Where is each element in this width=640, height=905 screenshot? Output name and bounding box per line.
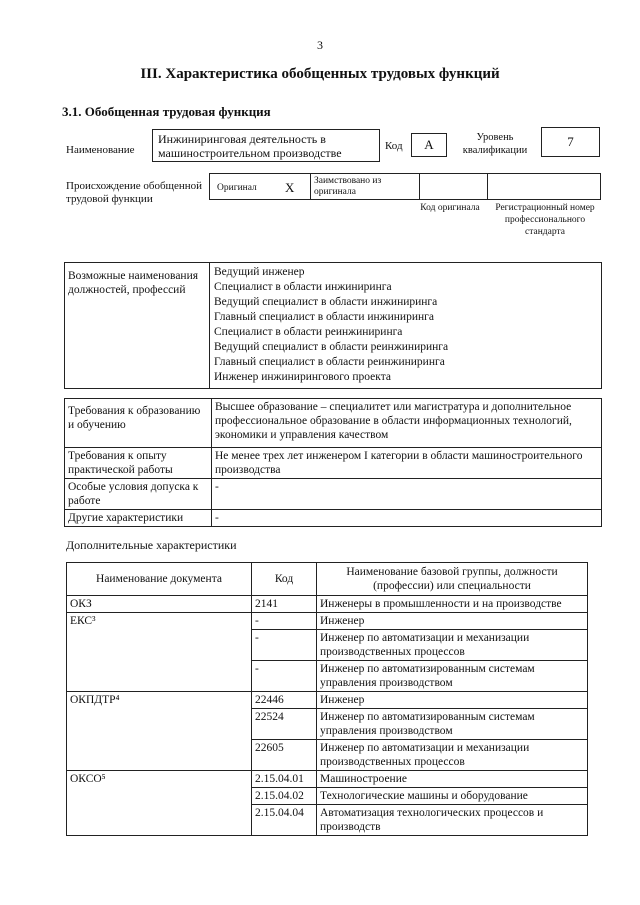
doc-position: Машиностроение	[317, 771, 588, 788]
position-item: Ведущий специалист в области реинжиниринга	[214, 341, 449, 353]
borrowed-label: Заимствовано из оригинала	[314, 176, 382, 197]
doc-name: ЕКС³	[67, 613, 252, 692]
additional-table	[66, 562, 588, 836]
position-item: Специалист в области реинжиниринга	[214, 326, 403, 338]
req-value: Высшее образование – специалитет или магистратура и дополнительное профессиональное образование в области информационных технологий, экономики и управления качеством	[212, 399, 602, 448]
name-label: Наименование	[66, 144, 135, 156]
doc-code: 2.15.04.04	[252, 805, 317, 836]
doc-name: ОКПДТР⁴	[67, 692, 252, 771]
position-item: Инженер инжинирингового проекта	[214, 371, 391, 383]
req-value: -	[212, 510, 602, 527]
doc-position: Инженеры в промышленности и на производстве	[317, 596, 588, 613]
header-name: Наименование базовой группы, должности (профессии) или специальности	[317, 563, 588, 596]
req-label: Требования к опыту практической работы	[65, 448, 212, 479]
positions-table	[64, 262, 602, 389]
doc-code: -	[252, 613, 317, 630]
req-label: Другие характеристики	[65, 510, 212, 527]
doc-code: 2.15.04.01	[252, 771, 317, 788]
level-value-box: 7	[541, 127, 600, 157]
subsection-title: 3.1. Обобщенная трудовая функция	[62, 104, 271, 119]
origin-label: Происхождение обобщенной трудовой функции	[66, 180, 203, 205]
function-name-box: Инжиниринговая деятельность в машиностроительном производстве	[152, 129, 380, 162]
doc-position: Автоматизация технологических процессов и производств	[317, 805, 588, 836]
level-label: Уровень квалификации	[462, 132, 528, 156]
doc-position: Инженер	[317, 692, 588, 709]
additional-title: Дополнительные характеристики	[66, 538, 237, 552]
original-mark: Х	[285, 180, 295, 195]
doc-position: Инженер по автоматизированным системам управления производством	[317, 709, 588, 740]
code-label: Код	[385, 140, 403, 152]
doc-code: -	[252, 630, 317, 661]
origin-original-cell	[210, 174, 311, 199]
position-item: Ведущий специалист в области инжиниринга	[214, 296, 438, 308]
req-value: -	[212, 479, 602, 510]
doc-position: Технологические машины и оборудование	[317, 788, 588, 805]
doc-code: 22446	[252, 692, 317, 709]
doc-name: ОКЗ	[67, 596, 252, 613]
doc-code: 2141	[252, 596, 317, 613]
original-label: Оригинал	[217, 183, 257, 193]
doc-position: Инженер по автоматизации и механизации производственных процессов	[317, 630, 588, 661]
header-doc: Наименование документа	[67, 563, 252, 596]
code-caption: Код оригинала	[420, 203, 480, 213]
req-label: Требования к образованию и обучению	[65, 399, 212, 448]
positions-list	[210, 263, 602, 389]
doc-code: -	[252, 661, 317, 692]
position-item: Специалист в области инжиниринга	[214, 281, 392, 293]
page-number: 3	[317, 38, 323, 52]
header-code: Код	[252, 563, 317, 596]
reg-caption: Регистрационный номер профессионального стандарта	[495, 203, 595, 237]
origin-code-cell	[419, 174, 488, 199]
position-item: Главный специалист в области реинжиниринга	[214, 356, 445, 368]
doc-code: 22524	[252, 709, 317, 740]
doc-code: 22605	[252, 740, 317, 771]
section-title: III. Характеристика обобщенных трудовых функций	[140, 66, 500, 82]
req-label: Особые условия допуска к работе	[65, 479, 212, 510]
doc-code: 2.15.04.02	[252, 788, 317, 805]
origin-box	[209, 173, 601, 200]
position-item: Ведущий инженер	[214, 266, 305, 278]
requirements-table	[64, 398, 602, 527]
doc-position: Инженер по автоматизированным системам управления производством	[317, 661, 588, 692]
req-value: Не менее трех лет инженером I категории в области машиностроительного производства	[212, 448, 602, 479]
positions-label: Возможные наименования должностей, профессий	[65, 263, 210, 389]
position-item: Главный специалист в области инжиниринга	[214, 311, 434, 323]
code-value-box: А	[411, 133, 447, 157]
doc-position: Инженер по автоматизации и механизации производственных процессов	[317, 740, 588, 771]
doc-position: Инженер	[317, 613, 588, 630]
doc-name: ОКСО⁵	[67, 771, 252, 836]
